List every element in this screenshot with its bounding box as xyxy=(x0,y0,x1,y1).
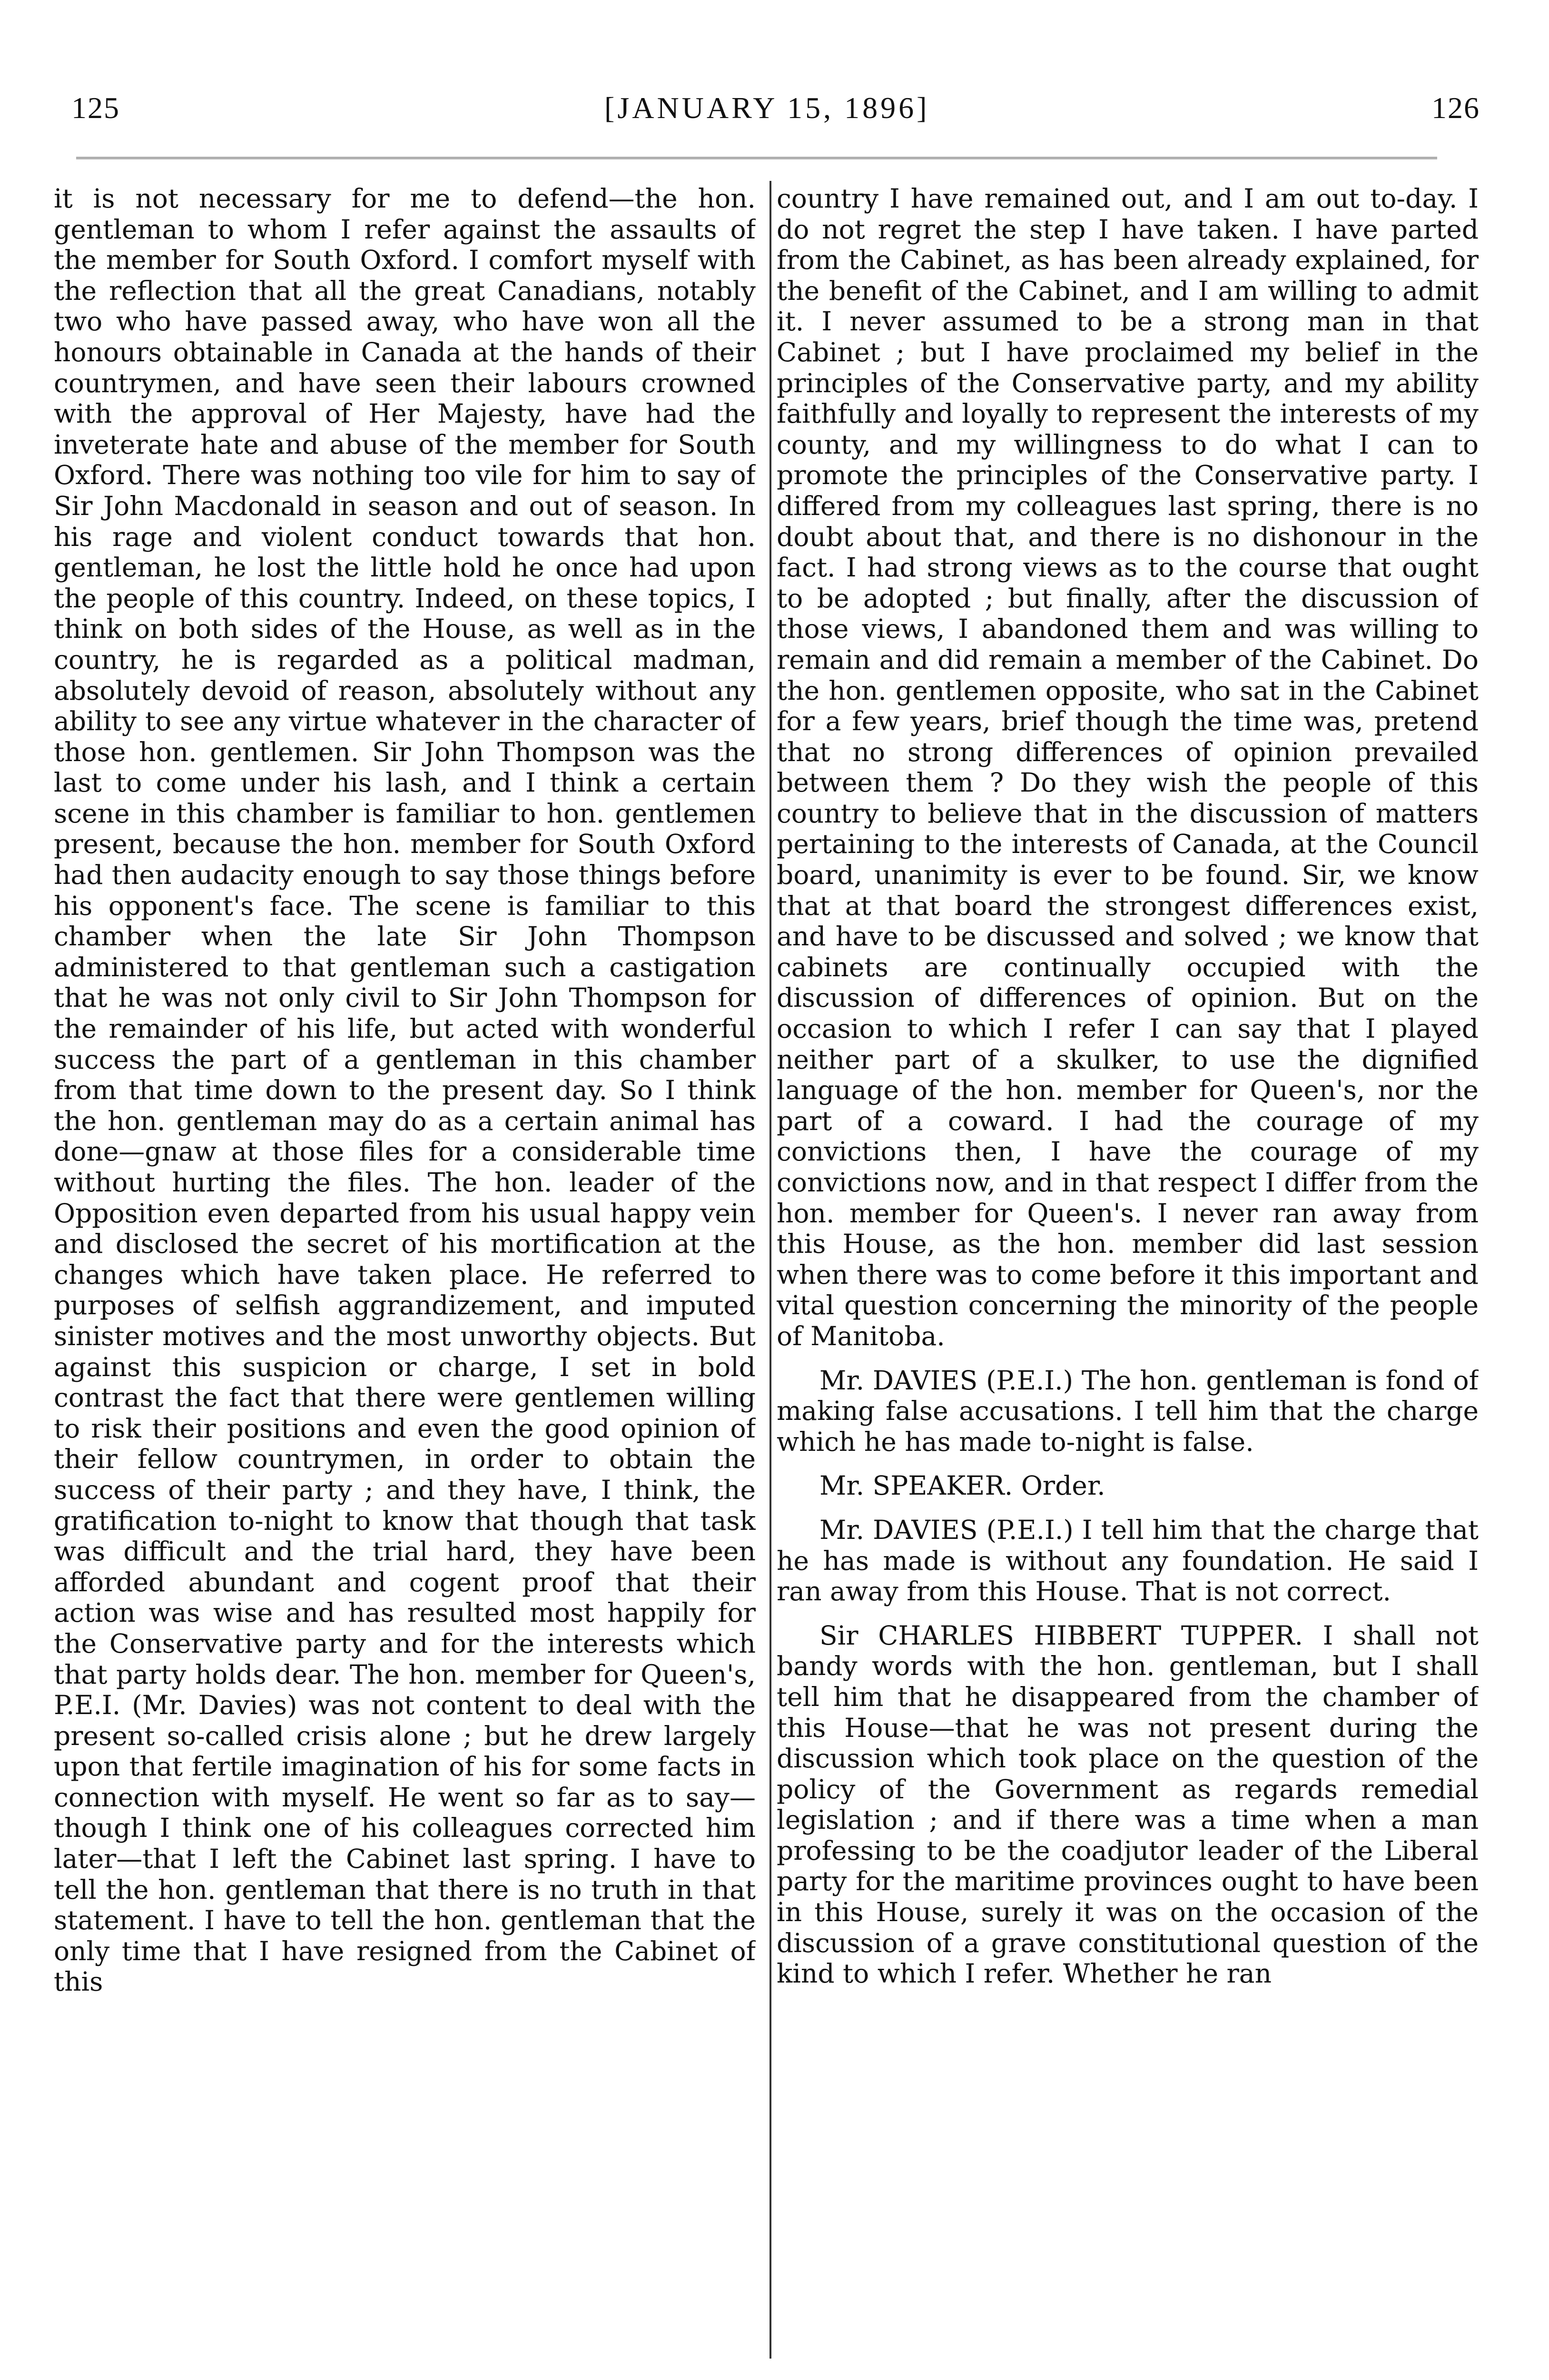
right-paragraph-1: country I have remained out, and I am out to-day. I do not regret the step I have taken. I have parted from the Cabinet, as has been already explained, for the benefit of the Cabinet, and I am willing to admit it. I never assumed to be a strong man in that Cabinet ; but I have proclaimed my belief in the principles of the Conservative party, and my ability faithfully and loyally to represent the interests of my county, and my willingness to do what I can to promote the principles of the Conservative party. I differed from my colleagues last spring, there is no doubt about that, and there is no dishonour in the fact. I had strong views as to the course that ought to be adopted ; but finally, after the discussion of those views, I abandoned them and was willing to remain and did remain a member of the Cabinet. Do the hon. gentlemen opposite, who sat in the Cabinet for a few years, brief though the time was, pretend that no strong differences of opinion prevailed between them ? Do they wish the people of this country to believe that in the discussion of matters pertaining to the interests of Canada, at the Council board, unanimity is ever to be found. Sir, we know that at that board the strongest differences exist, and have to be discussed and solved ; we know that cabinets are continually occupied with the discussion of differences of opinion. But on the occasion to which I refer I can say that I played neither part of a skulker, to use the dignified language of the hon. member for Queen's, nor the part of a coward. I had the courage of my convictions then, I have the courage of my convictions now, and in that respect I differ from the hon. member for Queen's. I never ran away from this House, as the hon. member did last session when there was to come before it this important and vital question concerning the minority of the people of Manitoba. xyxy=(777,183,1479,1351)
page-number-left: 125 xyxy=(71,91,120,125)
header-rule xyxy=(76,157,1437,159)
left-column xyxy=(54,183,756,2354)
right-paragraph-speaker: Mr. SPEAKER. Order. xyxy=(819,1470,1105,1501)
right-paragraph-davies-2: Mr. DAVIES (P.E.I.) I tell him that the charge that he has made is without any foundation. He said I ran away from this House. That is not correct. xyxy=(777,1514,1479,1607)
page-header xyxy=(71,71,1480,129)
right-column xyxy=(777,183,1479,2354)
left-paragraph-1: it is not necessary for me to defend—the hon. gentleman to whom I refer against the assaults of the member for South Oxford. I comfort myself with the reflection that all the great Canadians, notably two who have passed away, who have won all the honours obtainable in Canada at the hands of their countrymen, and have seen their labours crowned with the approval of Her Majesty, have had the inveterate hate and abuse of the member for South Oxford. There was nothing too vile for him to say of Sir John Macdonald in season and out of season. In his rage and violent conduct towards that hon. gentleman, he lost the little hold he once had upon the people of this country. Indeed, on these topics, I think on both sides of the House, as well as in the country, he is regarded as a political madman, absolutely devoid of reason, absolutely without any ability to see any virtue whatever in the character of those hon. gentlemen. Sir John Thompson was the last to come under his lash, and I think a certain scene in this chamber is familiar to hon. gentlemen present, because the hon. member for South Oxford had then audacity enough to say those things before his opponent's face. The scene is familiar to this chamber when the late Sir John Thompson administered to that gentleman such a castigation that he was not only civil to Sir John Thompson for the remainder of his life, but acted with wonderful success the part of a gentleman in this chamber from that time down to the present day. So I think the hon. gentleman may do as a certain animal has done—gnaw at those files for a considerable time without hurting the files. The hon. leader of the Opposition even departed from his usual happy vein and disclosed the secret of his mortification at the changes which have taken place. He referred to purposes of selfish aggrandizement, and imputed sinister motives and the most unworthy objects. But against this suspicion or charge, I set in bold contrast the fact that there were gentlemen willing to risk their positions and even the good opinion of their fellow countrymen, in order to obtain the success of their party ; and they have, I think, the gratification to-night to know that though that task was difficult and the trial hard, they have been afforded abundant and cogent proof that their action was wise and has resulted most happily for the Conservative party and for the interests which that party holds dear. The hon. member for Queen's, P.E.I. (Mr. Davies) was not content to deal with the present so-called crisis alone ; but he drew largely upon that fertile imagination of his for some facts in connection with myself. He went so far as to say—though I think one of his colleagues corrected him later—that I left the Cabinet last spring. I have to tell the hon. gentleman that there is no truth in that statement. I have to tell the hon. gentleman that the only time that I have resigned from the Cabinet of this xyxy=(54,183,756,1997)
page-number-right: 126 xyxy=(1431,91,1480,125)
page-date: [JANUARY 15, 1896] xyxy=(604,91,930,125)
column-divider xyxy=(770,181,771,2359)
right-paragraph-tupper: Sir CHARLES HIBBERT TUPPER. I shall not bandy words with the hon. gentleman, but I shall tell him that he disappeared from the chamber of this House—that he was not present during the discussion which took place on the question of the policy of the Government as regards remedial legislation ; and if there was a time when a man professing to be the coadjutor leader of the Liberal party for the maritime provinces ought to have been in this House, surely it was on the occasion of the discussion of a grave constitutional question of the kind to which I refer. Whether he ran xyxy=(777,1620,1479,1989)
right-paragraph-davies-1: Mr. DAVIES (P.E.I.) The hon. gentleman is fond of making false accusations. I tell him that the charge which he has made to-night is false. xyxy=(777,1365,1479,1457)
